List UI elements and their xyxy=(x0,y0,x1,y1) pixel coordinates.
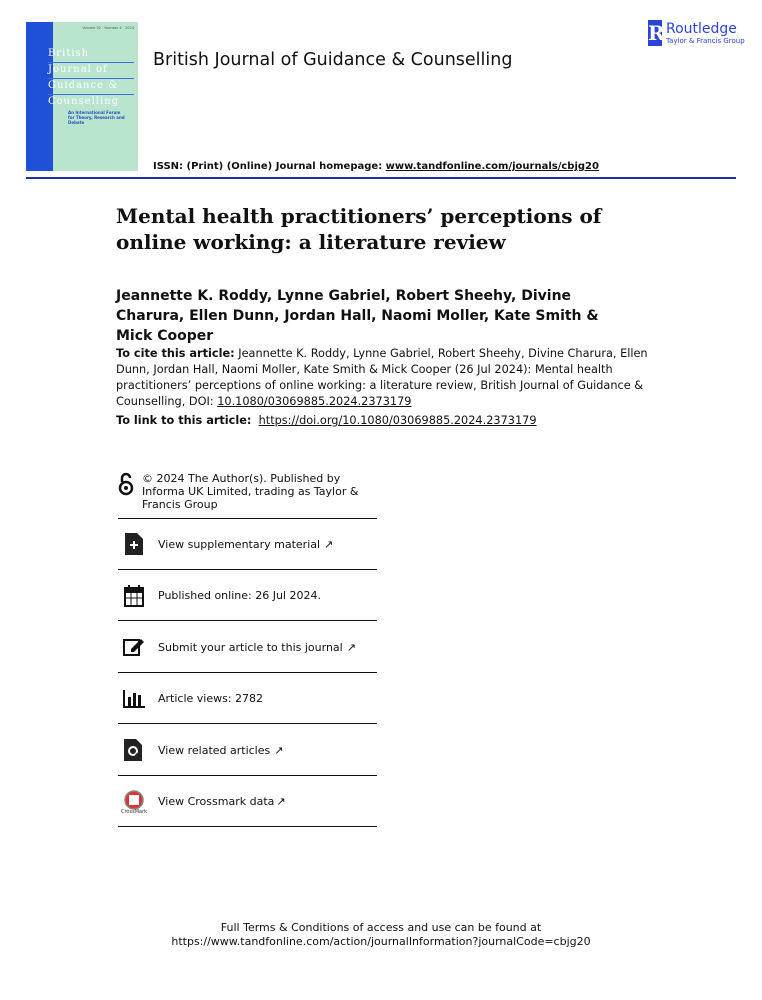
external-link-icon: ↗ xyxy=(346,640,356,654)
article-title: Mental health practitioners’ perceptions of online working: a literature review xyxy=(116,204,602,254)
supplementary-link[interactable]: View supplementary material xyxy=(158,537,321,551)
article-authors: Jeannette K. Roddy, Lynne Gabriel, Robert Sheehy, Divine Charura, Ellen Dunn, Jordan Hall, Naomi Moller, Kate Smith & Mick Cooper xyxy=(116,288,599,344)
journal-homepage-link[interactable]: www.tandfonline.com/journals/cbjg20 xyxy=(385,161,599,172)
crossmark-icon xyxy=(118,790,150,814)
supplementary-row[interactable] xyxy=(118,519,377,570)
issn-line: ISSN: (Print) (Online) Journal homepage: www.tandfonline.com/journals/cbjg20 xyxy=(153,161,599,172)
article-url-link[interactable]: https://doi.org/10.1080/03069885.2024.2373179 xyxy=(258,414,537,427)
citation: To cite this article: Jeannette K. Roddy, Lynne Gabriel, Robert Sheehy, Divine Charura, Ellen Dunn, Jordan Hall, Naomi Moller, Kate Smith & Mick Cooper (26 Jul 2024): Mental health practitioners’ perceptions of online working: a literature review, British Journal of Guidance & Counselling, DOI: 10.1080/03069885.2024.2373179 xyxy=(116,347,648,408)
submit-article-link[interactable]: Submit your article to this journal xyxy=(158,640,343,654)
terms-link[interactable]: https://www.tandfonline.com/action/journalInformation?journalCode=cbjg20 xyxy=(171,935,591,948)
external-link-icon: ↗ xyxy=(324,537,334,551)
journal-cover-image: Volume 52 · Number 4 · 2024 British Journal of Guidance & Counselling An International Forum for Theory, Research and Debate xyxy=(26,22,138,171)
submit-row[interactable] xyxy=(118,622,377,673)
open-access-icon xyxy=(118,472,134,496)
routledge-logo: R Routledge Taylor & Francis Group xyxy=(648,20,745,45)
calendar-icon xyxy=(118,585,150,607)
license-row: © 2024 The Author(s). Published by Informa UK Limited, trading as Taylor & Francis Group xyxy=(118,472,377,519)
crossmark-row[interactable] xyxy=(118,777,377,827)
doi-link[interactable]: 10.1080/03069885.2024.2373179 xyxy=(217,395,412,408)
crossmark-link[interactable]: View Crossmark data xyxy=(158,795,275,808)
bar-chart-icon xyxy=(118,690,150,708)
svg-text:CrossMark: CrossMark xyxy=(121,808,147,814)
divider xyxy=(26,177,736,179)
related-articles-link[interactable]: View related articles xyxy=(158,743,271,757)
article-link: To link to this article: https://doi.org/10.1080/03069885.2024.2373179 xyxy=(116,414,537,427)
edit-icon xyxy=(118,637,150,657)
published-row: Published online: 26 Jul 2024. xyxy=(118,571,377,621)
external-link-icon: ↗ xyxy=(274,743,284,757)
search-document-icon xyxy=(118,739,150,761)
related-row[interactable] xyxy=(118,725,377,776)
journal-title: British Journal of Guidance & Counselling xyxy=(153,50,513,70)
views-row: Article views: 2782 xyxy=(118,674,377,724)
external-link-icon: ↗ xyxy=(276,795,286,808)
supplementary-file-icon xyxy=(118,533,150,555)
footer: Full Terms & Conditions of access and use can be found at https://www.tandfonline.com/action/journalInformation?journalCode=cbjg20 xyxy=(0,921,762,949)
